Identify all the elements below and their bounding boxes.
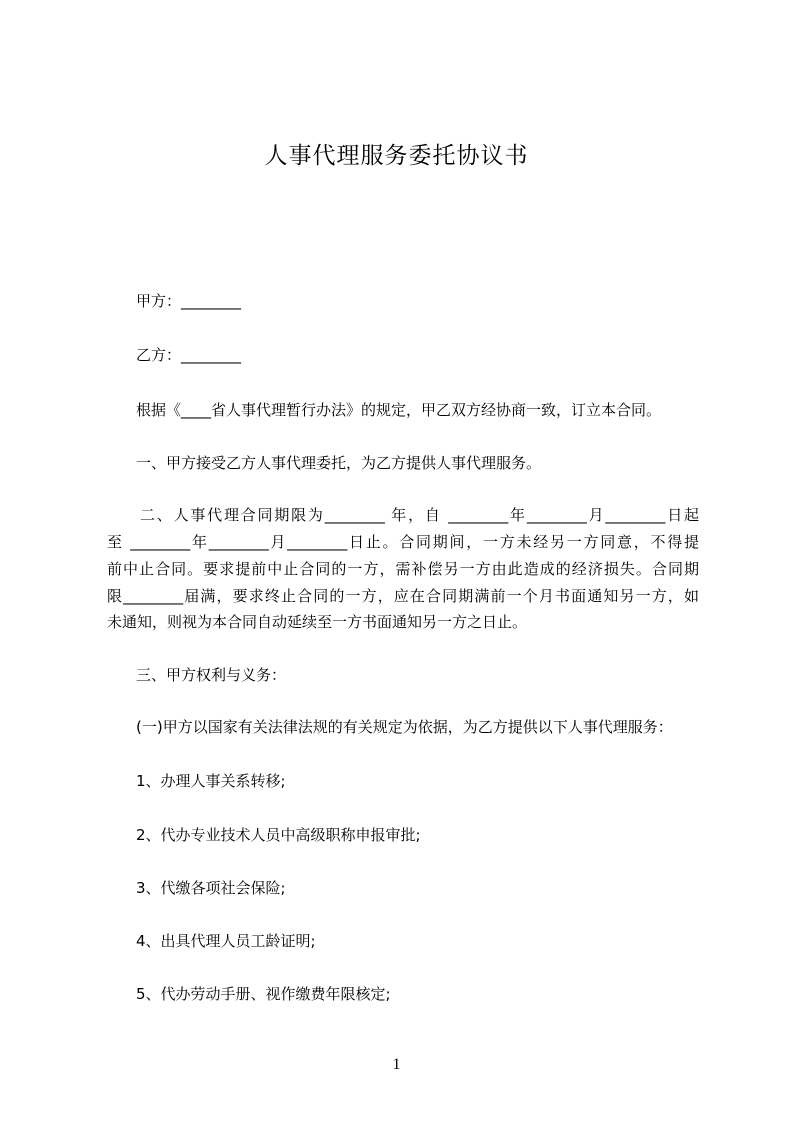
service-list-item: 3、代缴各项社会保险; [136, 879, 286, 897]
clause-1-paragraph: 一、甲方接受乙方人事代理委托，为乙方提供人事代理服务。 [136, 454, 542, 472]
clause-2-line: 前中止合同。要求提前中止合同的一方，需补偿另一方由此造成的经济损失。合同期 [107, 560, 699, 578]
clause-2-line: 未通知，则视为本合同自动延续至一方书面通知另一方之日止。 [107, 613, 528, 631]
party-b-line: 乙方：________ [136, 346, 242, 364]
service-list-item: 2、代办专业技术人员中高级职称申报审批; [136, 826, 421, 844]
clause-2-line: 限________届满，要求终止合同的一方，应在合同期满前一个月书面通知另一方，如 [107, 587, 699, 605]
page-number: 1 [392, 1056, 401, 1073]
document-title: 人事代理服务委托协议书 [264, 143, 529, 169]
service-list-item: 1、办理人事关系转移; [136, 772, 286, 790]
preamble-paragraph: 根据《____省人事代理暂行办法》的规定，甲乙双方经协商一致，订立本合同。 [136, 401, 662, 419]
clause-3-heading: 三、甲方权利与义务： [136, 666, 287, 684]
clause-2-line: 至 ________年________月________日止。合同期间，一方未经另一方同意，不得提 [107, 533, 699, 551]
clause-2-line: 二、人事代理合同期限为________ 年，自 ________年________月________日起 [140, 506, 699, 524]
service-list-item: 5、代办劳动手册、视作缴费年限核定; [136, 985, 391, 1003]
service-list-item: 4、出具代理人员工龄证明; [136, 932, 316, 950]
clause-3-subsection-1: (一)甲方以国家有关法律法规的有关规定为依据，为乙方提供以下人事代理服务： [136, 718, 673, 736]
party-a-line: 甲方：________ [136, 292, 242, 310]
